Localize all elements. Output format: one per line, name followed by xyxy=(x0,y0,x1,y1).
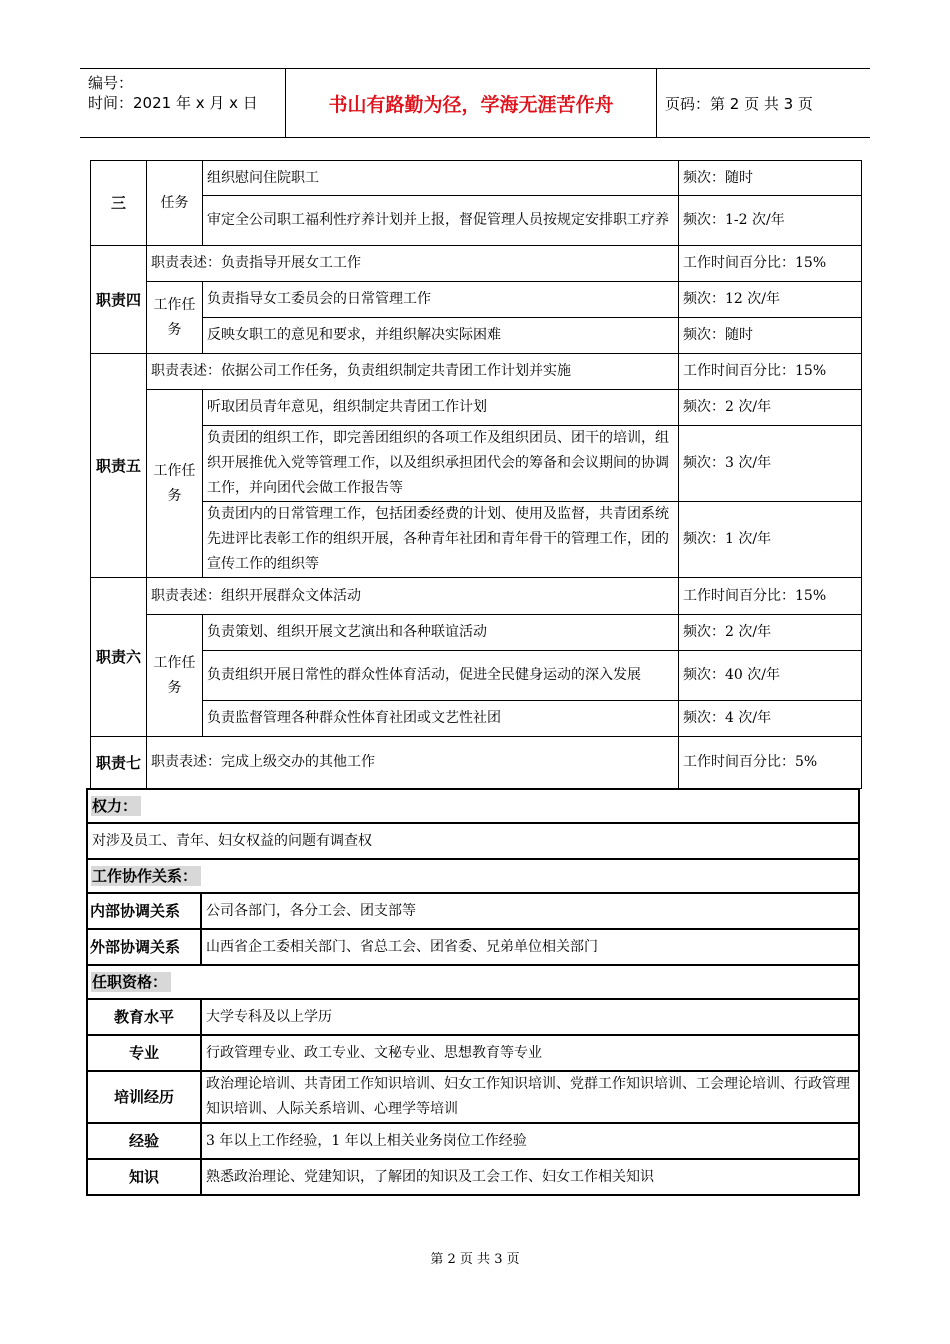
qual-value: 行政管理专业、政工专业、文秘专业、思想教育等专业 xyxy=(201,1035,859,1071)
table-row xyxy=(87,1035,859,1071)
table-row xyxy=(91,246,862,282)
duty-pct: 工作时间百分比：15% xyxy=(679,246,862,282)
qualification-title: 任职资格： xyxy=(91,972,171,992)
task-label: 工作任务 xyxy=(147,615,203,737)
qual-label: 知识 xyxy=(87,1159,201,1195)
section-title xyxy=(87,859,859,893)
table-row xyxy=(91,196,862,246)
time-label: 时间：2021 年 x 月 x 日 xyxy=(88,94,258,112)
duty-desc: 职责表述：完成上级交办的其他工作 xyxy=(147,737,679,789)
page-header xyxy=(80,68,870,138)
task-label: 工作任务 xyxy=(147,390,203,578)
qual-value: 3 年以上工作经验，1 年以上相关业务岗位工作经验 xyxy=(201,1123,859,1159)
duty-title: 三 xyxy=(91,161,147,246)
table-row xyxy=(91,354,862,390)
table-row xyxy=(91,737,862,789)
task-text: 负责团的组织工作，即完善团组织的各项工作及组织团员、团干的培训，组织开展推优入党等管理工作，以及组织承担团代会的筹备和会议期间的协调工作，并向团代会做工作报告等 xyxy=(203,426,679,502)
task-label: 工作任务 xyxy=(147,282,203,354)
table-row xyxy=(91,701,862,737)
cooperation-title: 工作协作关系： xyxy=(91,866,201,886)
duty-desc: 职责表述：依据公司工作任务，负责组织制定共青团工作计划并实施 xyxy=(147,354,679,390)
qual-value: 大学专科及以上学历 xyxy=(201,999,859,1035)
task-freq: 频次：4 次/年 xyxy=(679,701,862,737)
table-row xyxy=(91,651,862,701)
task-text: 负责监督管理各种群众性体育社团或文艺性社团 xyxy=(203,701,679,737)
task-text: 听取团员青年意见，组织制定共青团工作计划 xyxy=(203,390,679,426)
duty-pct: 工作时间百分比：15% xyxy=(679,354,862,390)
table-row xyxy=(87,1123,859,1159)
task-text: 负责团内的日常管理工作，包括团委经费的计划、使用及监督，共青团系统先进评比表彰工作的组织开展，各种青年社团和青年骨干的管理工作，团的宣传工作的组织等 xyxy=(203,502,679,578)
qual-value: 政治理论培训、共青团工作知识培训、妇女工作知识培训、党群工作知识培训、工会理论培训、行政管理知识培训、人际关系培训、心理学等培训 xyxy=(201,1071,859,1123)
task-freq: 频次：1-2 次/年 xyxy=(679,196,862,246)
duty-title: 职责五 xyxy=(91,354,147,578)
info-table xyxy=(86,788,860,1196)
task-text: 负责指导女工委员会的日常管理工作 xyxy=(203,282,679,318)
duty-desc: 职责表述：组织开展群众文体活动 xyxy=(147,578,679,615)
qual-label: 培训经历 xyxy=(87,1071,201,1123)
header-motto: 书山有路勤为径，学海无涯苦作舟 xyxy=(285,69,657,137)
table-row xyxy=(87,859,859,893)
section-title xyxy=(87,965,859,999)
table-row xyxy=(87,893,859,929)
task-freq: 频次：3 次/年 xyxy=(679,426,862,502)
duty-title: 职责六 xyxy=(91,578,147,737)
header-meta xyxy=(88,73,288,113)
task-text: 反映女职工的意见和要求，并组织解决实际困难 xyxy=(203,318,679,354)
task-freq: 频次：2 次/年 xyxy=(679,615,862,651)
table-row xyxy=(87,965,859,999)
table-row xyxy=(91,502,862,578)
header-page-code: 页码：第 2 页 共 3 页 xyxy=(665,94,813,113)
task-text: 组织慰问住院职工 xyxy=(203,161,679,196)
duty-desc: 职责表述：负责指导开展女工工作 xyxy=(147,246,679,282)
task-freq: 频次：40 次/年 xyxy=(679,651,862,701)
number-label: 编号： xyxy=(88,74,134,92)
table-row xyxy=(91,318,862,354)
table-row xyxy=(91,615,862,651)
table-row xyxy=(91,282,862,318)
qual-label: 教育水平 xyxy=(87,999,201,1035)
internal-label: 内部协调关系 xyxy=(87,893,201,929)
page-footer: 第 2 页 共 3 页 xyxy=(430,1252,520,1267)
qual-label: 专业 xyxy=(87,1035,201,1071)
qual-value: 熟悉政治理论、党建知识，了解团的知识及工会工作、妇女工作相关知识 xyxy=(201,1159,859,1195)
table-row xyxy=(87,929,859,965)
task-text: 负责组织开展日常性的群众性体育活动，促进全民健身运动的深入发展 xyxy=(203,651,679,701)
table-row xyxy=(91,390,862,426)
table-row xyxy=(87,823,859,859)
section-title xyxy=(87,789,859,823)
task-label: 任务 xyxy=(147,161,203,246)
table-row xyxy=(91,161,862,196)
table-row xyxy=(87,999,859,1035)
task-freq: 频次：随时 xyxy=(679,161,862,196)
table-row xyxy=(91,578,862,615)
task-text: 审定全公司职工福利性疗养计划并上报，督促管理人员按规定安排职工疗养 xyxy=(203,196,679,246)
power-title: 权力： xyxy=(91,796,141,816)
duty-title: 职责四 xyxy=(91,246,147,354)
qual-label: 经验 xyxy=(87,1123,201,1159)
table-row xyxy=(91,426,862,502)
duty-pct: 工作时间百分比：5% xyxy=(679,737,862,789)
table-row xyxy=(87,1159,859,1195)
internal-value: 公司各部门，各分工会、团支部等 xyxy=(201,893,859,929)
task-text: 负责策划、组织开展文艺演出和各种联谊活动 xyxy=(203,615,679,651)
task-freq: 频次：12 次/年 xyxy=(679,282,862,318)
power-text: 对涉及员工、青年、妇女权益的问题有调查权 xyxy=(87,823,859,859)
task-freq: 频次：2 次/年 xyxy=(679,390,862,426)
external-value: 山西省企工委相关部门、省总工会、团省委、兄弟单位相关部门 xyxy=(201,929,859,965)
duty-table xyxy=(90,160,862,789)
duty-pct: 工作时间百分比：15% xyxy=(679,578,862,615)
duty-title: 职责七 xyxy=(91,737,147,789)
task-freq: 频次：随时 xyxy=(679,318,862,354)
task-freq: 频次：1 次/年 xyxy=(679,502,862,578)
external-label: 外部协调关系 xyxy=(87,929,201,965)
table-row xyxy=(87,1071,859,1123)
table-row xyxy=(87,789,859,823)
